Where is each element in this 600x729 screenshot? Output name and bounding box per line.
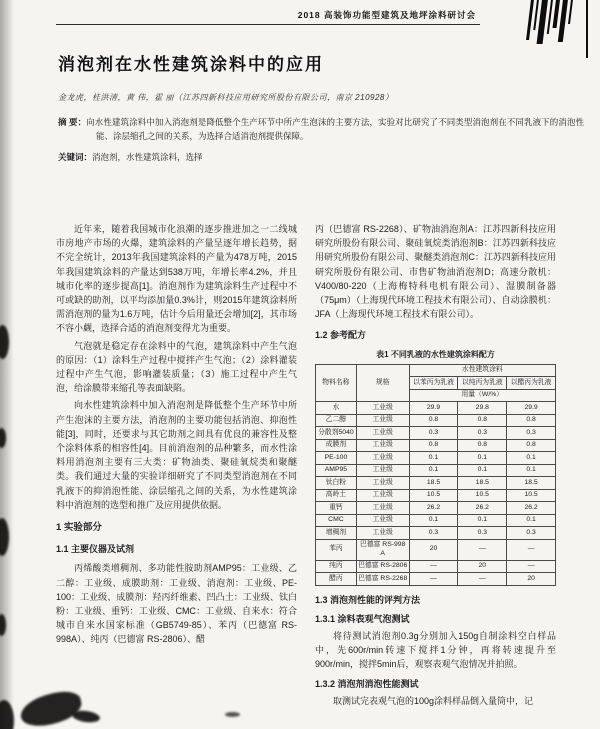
table-cell: 26.2: [507, 502, 556, 514]
body-paragraph: 向水性建筑涂料中加入消泡剂是降低整个生产环节中所产生泡沫的主要方法，消泡剂的主要功能包括消泡、抑泡性能[3]，同时，还要求与其它助剂之间具有优良的兼容性及整个涂料体系的相容性[4]。目前消泡剂的品种繁多，而水性涂料用消泡剂主要有三大类：矿物油类、聚硅氧烷类和聚醚类。我们通过大量的实验详细研究了不同类型消泡剂在不同乳液下的抑消泡性能、涂层缩孔之间的关系，为水性建筑涂料中消泡剂的选型和推广及应用提供依据。: [56, 400, 297, 510]
table-cell: 29.8: [458, 402, 507, 414]
table-row: [316, 439, 556, 451]
header-rule: [56, 24, 480, 25]
col-header-spec: 规格: [356, 364, 409, 401]
col-subheader: 以醋丙为乳液: [507, 377, 556, 389]
section-heading-1-2: 1.2 参考配方: [315, 330, 367, 341]
col-header-dosage: 用量（W/%）: [409, 389, 555, 401]
table-cell: 工业级: [356, 427, 409, 439]
barcode-mark: [525, 0, 573, 48]
abstract-label: 摘 要：: [58, 117, 87, 127]
table-row: [316, 427, 556, 439]
table-row: [316, 402, 556, 414]
table-cell: —: [409, 560, 458, 572]
table-cell: 工业级: [356, 439, 409, 451]
table-cell: 10.5: [458, 489, 507, 501]
table-cell: —: [507, 539, 556, 560]
table-cell: —: [409, 573, 458, 585]
table-cell: 0.1: [507, 464, 556, 476]
col-subheader: 以纯丙为乳液: [458, 377, 507, 389]
table-row: [316, 489, 556, 501]
table-cell: 0.3: [507, 427, 556, 439]
col-header-group: 水性建筑涂料: [409, 364, 555, 376]
table-cell: 0.1: [409, 514, 458, 526]
scan-ink-smear: [0, 700, 14, 729]
keywords-block: [58, 151, 546, 163]
table-cell: —: [507, 560, 556, 572]
section-heading-1: 1 实验部分: [56, 522, 102, 534]
table-cell: 0.8: [409, 439, 458, 451]
table-cell: 钛白粉: [316, 477, 357, 489]
body-paragraph: 近年来，随着我国城市化浪潮的逐步推进加之一二线城市房地产市场的火爆，建筑涂料的产量呈逐年增长趋势，据不完全统计，2013年我国建筑涂料的产量为478万吨，2015年我国建筑涂料的产量达到538万吨，年增长率4.2%，并且城市化率的逐步提高[1]。消泡剂作为建筑涂料生产过程中不可或缺的助剂，以平均添加量0.3%计，则2015年建筑涂料所需消泡剂的量为1.6万吨，估计今后用量还会增加[2]，其市场不容小觑，选择合适的消泡剂变得尤为重要。: [56, 224, 297, 334]
table-cell: 10.5: [507, 489, 556, 501]
table-header-row: [316, 364, 556, 376]
section-heading-1-3: 1.3 消泡剂性能的评判方法: [315, 594, 421, 605]
table-cell: 0.8: [507, 414, 556, 426]
table-cell: 工业级: [356, 489, 409, 501]
table-row: [316, 539, 556, 560]
keywords-text: 消泡剂，水性建筑涂料，选择: [92, 152, 203, 162]
table-cell: 29.9: [507, 402, 556, 414]
table-cell: 巴德富 RS-998A: [356, 539, 409, 560]
table-cell: 0.1: [409, 452, 458, 464]
body-paragraph: 取测试完表观气泡的100g涂料样品倒入量筒中，记: [333, 695, 534, 706]
section-heading-1-3-2: 1.3.2 消泡剂消泡性能测试: [315, 678, 419, 689]
table-cell: 26.2: [458, 502, 507, 514]
table-cell: AMP95: [316, 464, 357, 476]
table-cell: 工业级: [356, 414, 409, 426]
formula-table: [315, 364, 556, 586]
table-cell: 乙二醇: [316, 414, 357, 426]
formula-table-body: [316, 402, 556, 585]
table-row: [316, 527, 556, 539]
table-cell: 18.5: [409, 477, 458, 489]
abstract-block: [58, 116, 584, 143]
conference-header: 2018 高装饰功能型建筑及地坪涂料研讨会: [297, 10, 476, 20]
table-cell: 纯丙: [316, 560, 357, 572]
table-cell: 26.2: [409, 502, 458, 514]
table-cell: 工业级: [356, 452, 409, 464]
table-cell: 0.8: [507, 439, 556, 451]
authors-line: 金龙虎，桂洪清，黄 伟，霍 丽（江苏四新科技应用研究所股份有限公司，南京 210928）: [58, 93, 394, 102]
table-row: [316, 414, 556, 426]
table-cell: 重钙: [316, 502, 357, 514]
table-cell: 0.3: [409, 527, 458, 539]
barcode-edge-line: [586, 0, 588, 58]
scan-ink-blob: [0, 428, 6, 448]
col-header-material: 物料名称: [316, 364, 357, 401]
table-row: [316, 502, 556, 514]
table-cell: 0.8: [458, 439, 507, 451]
table-cell: 高岭土: [316, 489, 357, 501]
table-row: [316, 452, 556, 464]
table-cell: —: [458, 573, 507, 585]
table-cell: 工业级: [356, 477, 409, 489]
table-cell: 工业级: [356, 514, 409, 526]
col-subheader: 以苯丙为乳液: [409, 377, 458, 389]
table-cell: 0.3: [458, 427, 507, 439]
table-cell: 0.1: [458, 452, 507, 464]
table-row: [316, 573, 556, 585]
table-cell: 工业级: [356, 502, 409, 514]
scan-ink-blob: [0, 325, 9, 359]
table-cell: 工业级: [356, 464, 409, 476]
body-columns: [56, 222, 556, 729]
table-cell: 增稠剂: [316, 527, 357, 539]
table-cell: 0.1: [458, 464, 507, 476]
table-cell: 0.1: [409, 464, 458, 476]
table-cell: 29.9: [409, 402, 458, 414]
table-cell: 0.1: [507, 514, 556, 526]
table-cell: 成膜剂: [316, 439, 357, 451]
table-cell: 0.1: [458, 514, 507, 526]
table-cell: 0.8: [409, 414, 458, 426]
table-row: [316, 560, 556, 572]
table-cell: 醋丙: [316, 573, 357, 585]
table-cell: 工业级: [356, 402, 409, 414]
table-cell: 18.5: [507, 477, 556, 489]
section-heading-1-1: 1.1 主要仪器及试剂: [56, 544, 135, 555]
table-cell: 0.3: [409, 427, 458, 439]
abstract-text: 向水性建筑涂料中加入消泡剂是降低整个生产环节中所产生泡沫的主要方法，实验对比研究了不同类型消泡剂在不同乳液下的消泡性能、涂层缩孔之间的关系，为选择合适消泡剂提供保障。: [86, 117, 584, 141]
scan-ink-blob: [0, 518, 9, 556]
body-paragraph: 将待测试消泡剂0.3g分别加入150g自制涂料空白样品中，先600r/min转速下搅拌1分钟，再将转速提升至900r/min，搅拌5min后，观察表观气泡情况并拍照。: [315, 630, 556, 670]
section-heading-1-3-1: 1.3.1 涂料表观气泡测试: [315, 613, 410, 624]
table-cell: 0.8: [458, 414, 507, 426]
body-paragraph: 气泡就是稳定存在涂料中的气泡，建筑涂料中产生气泡的原因：（1）涂料生产过程中搅拌产生气泡；（2）涂料灌装过程中产生气泡，影响灌装质量；（3）施工过程中产生气泡，给涂膜带来缩孔等表面缺陷。: [56, 340, 297, 394]
table-cell: 分散剂5040: [316, 427, 357, 439]
table-cell: 水: [316, 402, 357, 414]
scan-ink-blob: [0, 614, 6, 636]
table-row: [316, 464, 556, 476]
paper-title: 消泡剂在水性建筑涂料中的应用: [58, 55, 324, 74]
table-cell: 巴德富 RS-2806: [356, 560, 409, 572]
table-cell: 20: [458, 560, 507, 572]
right-column: [315, 222, 556, 729]
keywords-label: 关键词：: [58, 152, 93, 162]
table-cell: 苯丙: [316, 539, 357, 560]
table-caption: 表1 不同乳液的水性建筑涂料配方: [376, 349, 495, 359]
table-row: [316, 477, 556, 489]
body-paragraph: 丙（巴德富 RS-2268）、矿物油消泡剂A：江苏四新科技应用研究所股份有限公司、聚硅氧烷类消泡剂B：江苏四新科技应用研究所股份有限公司、聚醚类消泡剂C：江苏四新科技应用研究所股份有限公司、市售矿物油消泡剂D；高速分散机：V400/80-220（上海梅特科电机有限公司）、湿膜制备器（75μm）（上海现代环境工程技术有限公司）、自动涂膜机：JFA（上海现代环境工程技术有限公司）。: [315, 224, 556, 320]
table-cell: 18.5: [458, 477, 507, 489]
table-cell: 20: [409, 539, 458, 560]
body-paragraph: 丙烯酸类增稠剂、多功能性胺助剂AMP95：工业级、乙二醇：工业级、成膜助剂：工业级、消泡剂：工业级、PE-100：工业级、成膜剂：羟丙纤维素、凹凸土：工业级、钛白粉：工业级、重钙：工业级、CMC：工业级、自来水：符合城市自来水国家标准（GB5749-85）、苯丙（巴德富 RS-998A）、纯丙（巴德富 RS-2806）、醋: [56, 563, 297, 645]
table-row: [316, 514, 556, 526]
table-cell: 工业级: [356, 527, 409, 539]
table-cell: PE-100: [316, 452, 357, 464]
table-cell: 0.1: [507, 452, 556, 464]
table-cell: 0.3: [507, 527, 556, 539]
table-cell: 10.5: [409, 489, 458, 501]
table-cell: 巴德富 RS-2268: [356, 573, 409, 585]
left-column: [56, 222, 297, 729]
table-cell: CMC: [316, 514, 357, 526]
table-cell: —: [458, 539, 507, 560]
table-cell: 20: [507, 573, 556, 585]
table-cell: 0.3: [458, 527, 507, 539]
